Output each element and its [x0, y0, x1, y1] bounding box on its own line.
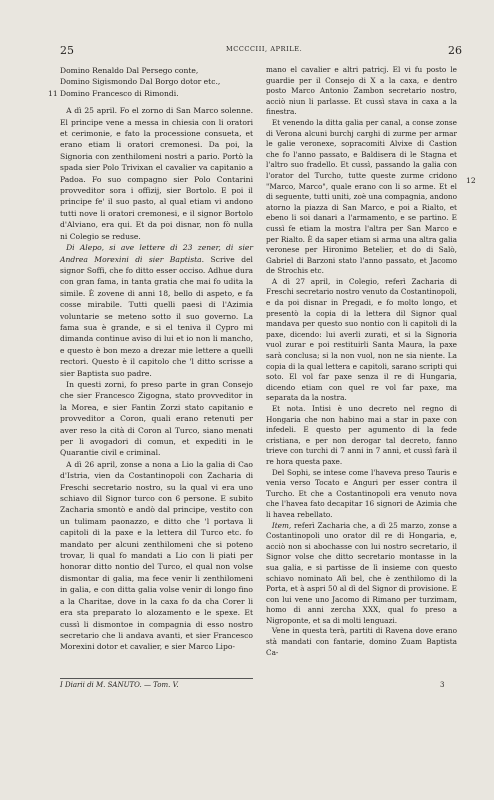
paragraph [266, 521, 457, 627]
italic-lead: Item, [271, 520, 292, 530]
paragraph: A dì 26 april, zonse a nona a Lio la galia di Cao d'Istria, vien da Costantinopoli con Zacharia di Freschi secretario nostro, su la qual vi era uno schiavo dil Signor turco con 6 persone. E subito Zacharia smontò e andò dal principe, vestito con un tulimam paonazzo, e ditto che 'l portava li capitoli di la paxe e la lettera dil Turco etc. fo mandato per alcuni zenthilomeni che si poteno trovar, li qual fo mandati a Lio con li piati per honorar ditto nontio del Turco, el qual non volse dismontar di galia, ma fece venir li zenthilomeni in galia, e con ditta galia volse venir di longo fino a la Charitae, dove in la caxa fo da cha Corer li era sta preparato lo alozamento e le spexe. Et cussì li dismontoe in compagnia di esso nostro secretario che li andava avanti, et sier Francesco Morexini dotor et cavalier, e sier Marco Lipo- [60, 459, 253, 652]
italic-lead: Di Alepo, si ave lettere di 23 zener, di sier Andrea Morexini di sier Baptista. [60, 243, 253, 264]
page-number-right: 26 [448, 44, 462, 57]
paragraph: In questi zorni, fo preso parte in gran Consejo che sier Francesco Zigogna, stato provveditor in la Morea, e sier Fantin Zorzi stato capitanio e provveditor a Coron, quali erano retenuti per aver reso la cità di Coron al Turco, siano menati per li avogadori di comun, et expediti in le Quarantie civil e criminal. [60, 379, 253, 458]
right-column [266, 65, 457, 658]
paragraph: Del Sophi, se intese come l'haveva preso Tauris e venia verso Tocato e Anguri per esser contra il Turcho. Et che a Costantinopoli era venuto nova che l'havea fato decapitar 16 signori de Azimia che li havea rebellato. [266, 467, 457, 519]
margin-number-right: 12 [466, 176, 476, 185]
page-number-left: 25 [60, 44, 74, 57]
left-column [60, 65, 253, 653]
signature-mark: 3 [440, 681, 445, 689]
footer-rule [60, 678, 253, 679]
names-list [60, 65, 253, 99]
name-line: Domino Francesco di Rimondi. [60, 88, 179, 98]
paragraph: Et venendo la ditta galia per canal, a conse zonse di Verona alcuni burchj carghi di zurme per armar le galie veronexe, sopracomiti Alvixe di Castion che fo l'anno passato, e Baldisera di le Stagna et l'altro suo fradello. Et cussì, passando la galia con l'orator del Turcho, tutte queste zurme cridono "Marco, Marco", quale erano con li so arme. Et el di seguente, tutti uniti, zoè una compagnia, andono atorno la piazza di San Marco, e poi a Rialto, et ebeno li soi danari a l'armamento, e se partino. E cussì fe etiam la mostra l'altra per San Marco e per Rialto. È da saper etiam si arma una altra galia veronese per Hironimo Betelier, et do di Salò, Gabriel di Barzoni stato l'anno passato, et Jacomo de Strochis etc. [266, 117, 457, 276]
paragraph: Vene in questa terà, partiti di Ravena dove erano stà mandati con fantarie, domino Zuam Baptista Ca- [266, 626, 457, 657]
paragraph: Et nota. Intisi è uno decreto nel regno di Hongaria che non habino mai a star in paxe con infedeli. E questo per agumento di la fede cristiana, e per non derogar tal decreto, fanno trieve con turchi di 7 anni in 7 anni, et cussì farà il re hora questa paxe. [266, 404, 457, 466]
name-line: Domino Sigismondo Dal Borgo dotor etc., [60, 77, 221, 87]
paragraph: A dì 27 april, in Colegio, referì Zacharia di Freschi secretario nostro venuto da Costantinopoli, e da poi disnar in Pregadi, e fo molto longo, et presentò la copia di la lettera dil Signor qual mandava per questo suo nontio con li capitoli di la paxe, dicendo: lui averli zurati, et si la Signoria vuol zurar e poi restituirli Santa Maura, la paxe sarà conclusa; si la non vuol, non ne sia niente. La copia di la qual lettera e capitoli, sarano scripti qui soto. El vol far paxe senza il re di Hungaria, dicendo etiam con quel re vol far paxe, ma separata da la nostra. [266, 276, 457, 403]
running-header: MCCCCIII, APRILE. [226, 45, 303, 53]
paragraph-text: referì Zacharia che, a dì 25 marzo, zonse a Costantinopoli uno orator dil re di Hongaria, e, acciò non si abochasse con lui nostro secretario, il Signor volse che ditto secretario montasse in la sua galia, e si partisse de lì insieme con questo schiavo nominato Alì bel, che è zenthilomo di la Porta, et à aspri 50 al dì del Signor di provisione. E con lui vene uno Jacomo di Rimano per turzimam, homo di anni zercha XXX, qual fo preso a Nigroponte, et sa di molti lenguazi. [266, 520, 457, 625]
paragraph: mano el cavalier e altri patricj. El vi fu posto le guardie per il Consejo di X a la caxa, e dentro posto Marco Antonio Zambon secretario nostro, acciò niun li parlasse. Et cussì stava in caxa a la finestra. [266, 65, 457, 117]
footer-title: I Diarii di M. SANUTO. — Tom. V. [60, 681, 179, 689]
paragraph-text: Scrive del signor Soffi, che fo ditto esser occiso. Adhue dura con gran fama, in tanta gratia che mai fo udita la simile. È zovene di anni 18, bello di aspeto, e fa cosse mirabile. Tutti quelli paesi di l'Azimia voluntarie se meteno sotto il suo governo. La fama sua è grande, e si el teniva il Cypro mi dimanda continue aviso di lui et io non li mancho, e questo è bon mezo a drezar mie lettere a quelli rectori. Questo è il capitolo che 'l ditto scrisse a sier Baptista suo padre. [60, 254, 253, 378]
paragraph: A dì 25 april. Fo el zorno di San Marco solenne. El principe vene a messa in chiesia con li oratori et cerimonie, e fato la processione consueta, et erano etiam li oratori cremonesi. Da poi, la Signoria con zenthilomeni nostri a pario. Portò la spada sier Polo Trivixan el cavalier va capitanio a Padoa. Fo suo compagno sier Polo Contarini provveditor sora i offizij, sier Bortolo. E poi il principe fe' il suo pasto, al qual etiam vi andono tutti nove li oratori cremonesi, e il signor Bortolo d'Alviano, era qui. Et da poi disnar, non fò nulla ni Colegio se reduse. [60, 106, 253, 241]
paragraph [60, 242, 253, 379]
margin-number-left: 11 [48, 89, 58, 98]
name-line: Domino Renaldo Dal Persego conte, [60, 66, 199, 75]
